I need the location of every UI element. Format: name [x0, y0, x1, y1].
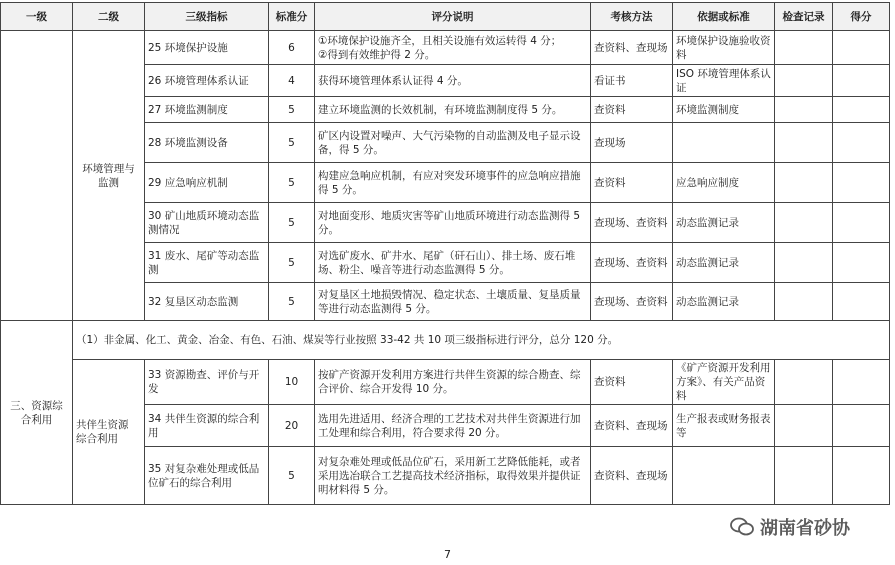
description-cell: 矿区内设置对噪声、大气污染物的自动监测及电子显示设备，得 5 分。	[315, 123, 591, 163]
method-cell: 查现场、查资料	[591, 283, 673, 321]
points-cell[interactable]	[833, 203, 890, 243]
header-indicator: 三级指标	[145, 3, 269, 31]
check-record-cell[interactable]	[775, 405, 833, 447]
points-cell[interactable]	[833, 405, 890, 447]
points-cell[interactable]	[833, 163, 890, 203]
header-check-record: 检查记录	[775, 3, 833, 31]
description-cell: 构建应急响应机制，有应对突发环境事件的应急响应措施得 5 分。	[315, 163, 591, 203]
method-cell: 查现场、查资料	[591, 203, 673, 243]
check-record-cell[interactable]	[775, 123, 833, 163]
watermark-text: 湖南省砂协	[760, 518, 850, 539]
points-cell[interactable]	[833, 123, 890, 163]
check-record-cell[interactable]	[775, 31, 833, 65]
basis-cell: 环境保护设施验收资料	[673, 31, 775, 65]
score-cell: 5	[269, 203, 315, 243]
check-record-cell[interactable]	[775, 65, 833, 97]
header-level1: 一级	[1, 3, 73, 31]
evaluation-table	[0, 2, 890, 505]
header-row	[1, 3, 890, 31]
description-cell: 对复垦区土地损毁情况、稳定状态、土壤质量、复垦质量等进行动态监测得 5 分。	[315, 283, 591, 321]
score-cell: 5	[269, 123, 315, 163]
basis-cell: 环境监测制度	[673, 97, 775, 123]
points-cell[interactable]	[833, 447, 890, 505]
score-cell: 4	[269, 65, 315, 97]
basis-cell	[673, 123, 775, 163]
description-cell: 按矿产资源开发利用方案进行共伴生资源的综合勘查、综合评价、综合开发得 10 分。	[315, 360, 591, 405]
scoring-note: （1）非金属、化工、黄金、冶金、有色、石油、煤炭等行业按照 33-42 共 10 项三级指标进行评分，总分 120 分。	[73, 321, 890, 360]
indicator-cell: 31 废水、尾矿等动态监测	[145, 243, 269, 283]
level2-resource-cell: 共伴生资源 综合利用	[73, 360, 145, 505]
basis-cell: 动态监测记录	[673, 283, 775, 321]
header-points: 得分	[833, 3, 890, 31]
basis-cell	[673, 447, 775, 505]
score-cell: 20	[269, 405, 315, 447]
basis-cell: 动态监测记录	[673, 243, 775, 283]
description-cell: 建立环境监测的长效机制，有环境监测制度得 5 分。	[315, 97, 591, 123]
score-cell: 5	[269, 243, 315, 283]
table-row	[1, 321, 890, 360]
header-basis: 依据或标准	[673, 3, 775, 31]
method-cell: 查现场	[591, 123, 673, 163]
indicator-cell: 32 复垦区动态监测	[145, 283, 269, 321]
method-cell: 查现场、查资料	[591, 243, 673, 283]
check-record-cell[interactable]	[775, 360, 833, 405]
description-cell: ①环境保护设施齐全，且相关设施有效运转得 4 分； ②得到有效维护得 2 分。	[315, 31, 591, 65]
table-row	[1, 360, 890, 405]
points-cell[interactable]	[833, 31, 890, 65]
indicator-cell: 34 共伴生资源的综合利用	[145, 405, 269, 447]
method-cell: 查资料、查现场	[591, 31, 673, 65]
header-score: 标准分	[269, 3, 315, 31]
description-cell: 对选矿废水、矿井水、尾矿（矸石山）、排土场、废石堆场、粉尘、噪音等进行动态监测得 5 分。	[315, 243, 591, 283]
basis-cell: ISO 环境管理体系认证	[673, 65, 775, 97]
description-cell: 选用先进适用、经济合理的工艺技术对共伴生资源进行加工处理和综合利用，符合要求得 20 分。	[315, 405, 591, 447]
header-level2: 二级	[73, 3, 145, 31]
points-cell[interactable]	[833, 283, 890, 321]
score-cell: 5	[269, 283, 315, 321]
check-record-cell[interactable]	[775, 447, 833, 505]
indicator-cell: 29 应急响应机制	[145, 163, 269, 203]
description-cell: 对复杂难处理或低品位矿石，采用新工艺降低能耗，或者采用选冶联合工艺提高技术经济指标，取得效果并提供证明材料得 5 分。	[315, 447, 591, 505]
table-row	[1, 31, 890, 65]
score-cell: 5	[269, 163, 315, 203]
chat-bubble-icon	[730, 517, 754, 537]
method-cell: 查资料	[591, 97, 673, 123]
check-record-cell[interactable]	[775, 283, 833, 321]
description-cell: 对地面变形、地质灾害等矿山地质环境进行动态监测得 5 分。	[315, 203, 591, 243]
level1-cell-empty	[1, 31, 73, 321]
indicator-cell: 25 环境保护设施	[145, 31, 269, 65]
method-cell: 查资料、查现场	[591, 447, 673, 505]
watermark	[730, 514, 850, 540]
description-cell: 获得环境管理体系认证得 4 分。	[315, 65, 591, 97]
header-description: 评分说明	[315, 3, 591, 31]
points-cell[interactable]	[833, 65, 890, 97]
score-cell: 6	[269, 31, 315, 65]
score-cell: 10	[269, 360, 315, 405]
points-cell[interactable]	[833, 243, 890, 283]
level1-resource-cell: 三、资源综 合利用	[1, 321, 73, 505]
check-record-cell[interactable]	[775, 203, 833, 243]
method-cell: 查资料	[591, 163, 673, 203]
score-cell: 5	[269, 97, 315, 123]
score-cell: 5	[269, 447, 315, 505]
page-number: 7	[444, 548, 451, 561]
indicator-cell: 35 对复杂难处理或低品位矿石的综合利用	[145, 447, 269, 505]
method-cell: 查资料、查现场	[591, 405, 673, 447]
indicator-cell: 26 环境管理体系认证	[145, 65, 269, 97]
basis-cell: 《矿产资源开发利用方案》、有关产品资料	[673, 360, 775, 405]
indicator-cell: 33 资源勘查、评价与开发	[145, 360, 269, 405]
method-cell: 查资料	[591, 360, 673, 405]
check-record-cell[interactable]	[775, 97, 833, 123]
indicator-cell: 27 环境监测制度	[145, 97, 269, 123]
check-record-cell[interactable]	[775, 243, 833, 283]
basis-cell: 动态监测记录	[673, 203, 775, 243]
header-method: 考核方法	[591, 3, 673, 31]
points-cell[interactable]	[833, 360, 890, 405]
basis-cell: 生产报表或财务报表等	[673, 405, 775, 447]
basis-cell: 应急响应制度	[673, 163, 775, 203]
method-cell: 看证书	[591, 65, 673, 97]
level2-env-cell: 环境管理与 监测	[73, 31, 145, 321]
check-record-cell[interactable]	[775, 163, 833, 203]
indicator-cell: 30 矿山地质环境动态监测情况	[145, 203, 269, 243]
indicator-cell: 28 环境监测设备	[145, 123, 269, 163]
points-cell[interactable]	[833, 97, 890, 123]
